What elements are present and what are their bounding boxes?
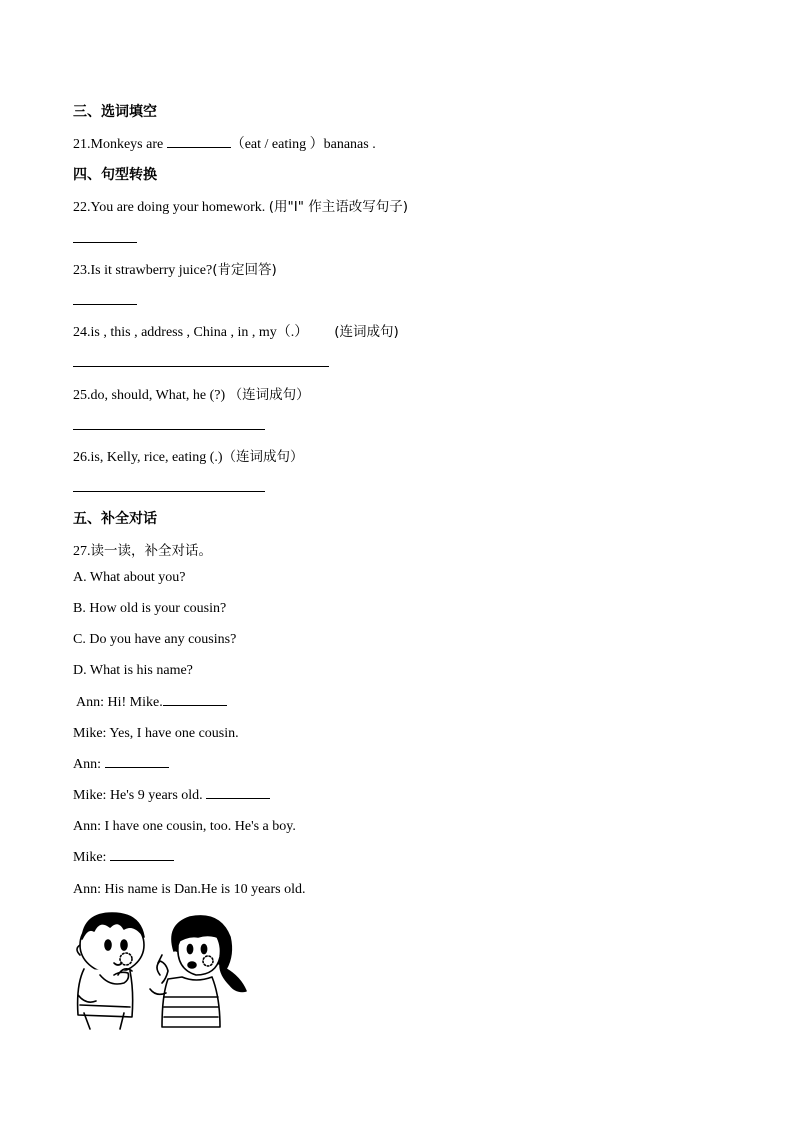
q21-blank[interactable] — [167, 146, 231, 148]
q23-text: 23.Is it strawberry juice? — [73, 263, 213, 278]
option-a: A. What about you? — [73, 570, 186, 585]
q22-answer-line[interactable] — [73, 242, 137, 243]
question-27-prompt — [73, 539, 212, 560]
dialogue-text: Mike: He's 9 years old. — [73, 788, 207, 803]
question-25 — [73, 383, 310, 404]
q25-answer-line[interactable] — [73, 429, 265, 430]
dialogue-blank-2[interactable] — [105, 766, 169, 768]
dialogue-line-4 — [73, 788, 270, 804]
q26-answer-line[interactable] — [73, 491, 265, 492]
dialogue-line-3 — [73, 757, 169, 773]
q26-instruction: （连词成句） — [222, 449, 304, 465]
question-23 — [73, 258, 277, 279]
q26-text: 26.is, Kelly, rice, eating (.) — [73, 450, 223, 465]
dialogue-line-5: Ann: I have one cousin, too. He's a boy. — [73, 819, 296, 834]
option-c: C. Do you have any cousins? — [73, 632, 237, 647]
question-24 — [73, 320, 399, 341]
q24-answer-line[interactable] — [73, 366, 329, 367]
q24-text: 24.is , this , address , China , in , my（.） — [73, 325, 309, 340]
question-22 — [73, 195, 408, 216]
q27-number: 27. — [73, 544, 91, 559]
section-5-heading: 五、补全对话 — [73, 511, 157, 527]
dialogue-text: Ann: — [73, 757, 105, 772]
q22-text: 22.You are doing your homework. — [73, 200, 269, 215]
q22-instruction: (用"I" 作主语改写句子) — [268, 199, 408, 215]
q21-suffix: （eat / eating ）bananas . — [230, 137, 376, 152]
dialogue-blank-1[interactable] — [163, 704, 227, 706]
section-3-heading: 三、选词填空 — [73, 104, 157, 120]
dialogue-line-7: Ann: His name is Dan.He is 10 years old. — [73, 882, 306, 897]
dialogue-blank-4[interactable] — [110, 859, 174, 861]
q27-instruction: 读一读，补全对话。 — [90, 543, 212, 559]
q23-instruction: (肯定回答) — [212, 262, 277, 278]
q21-prefix: 21.Monkeys are — [73, 137, 167, 152]
children-illustration — [70, 905, 250, 1030]
dialogue-text: Ann: Hi! Mike. — [76, 695, 163, 710]
q25-text: 25.do, should, What, he (?) — [73, 388, 229, 403]
option-d: D. What is his name? — [73, 663, 193, 678]
question-26 — [73, 445, 304, 466]
question-21 — [73, 133, 376, 153]
section-4-heading: 四、句型转换 — [73, 167, 157, 183]
dialogue-blank-3[interactable] — [206, 797, 270, 799]
dialogue-line-2: Mike: Yes, I have one cousin. — [73, 726, 239, 741]
q23-answer-line[interactable] — [73, 304, 137, 305]
dialogue-line-6 — [73, 850, 174, 866]
q25-instruction: （连词成句） — [228, 387, 310, 403]
option-b: B. How old is your cousin? — [73, 601, 227, 616]
dialogue-text: Mike: — [73, 850, 110, 865]
dialogue-line-1 — [76, 695, 227, 711]
q24-instruction: (连词成句) — [334, 324, 399, 340]
